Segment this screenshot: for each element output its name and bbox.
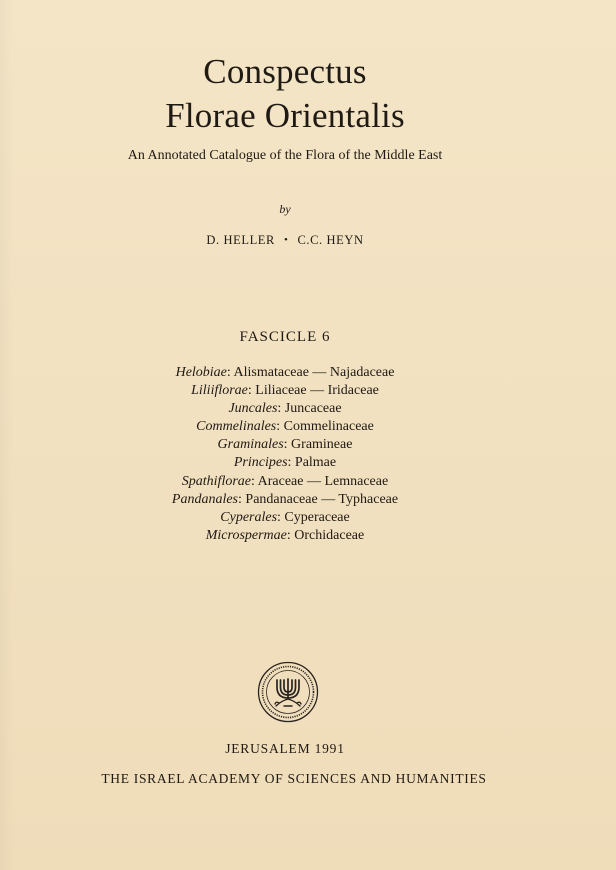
order-name: Principes [233,455,288,471]
place-and-year: JERUSALEM 1991 [225,741,345,756]
contents-row [0,473,570,491]
fascicle-number: FASCICLE 6 [239,329,331,345]
contents-row [0,418,570,436]
contents-row [0,454,570,472]
contents-list [0,364,570,545]
contents-row [0,364,570,382]
subtitle: An Annotated Catalogue of the Flora of the Middle East [127,148,443,163]
title-line-2: Florae Orientalis [165,96,405,135]
family-names: : Juncaceae [277,401,342,417]
order-name: Liliiflorae [191,383,248,399]
order-name: Helobiae [175,365,227,380]
author-2: C.C. HEYN [297,233,364,247]
order-name: Commelinales [196,419,277,435]
family-names: : Orchidaceae [286,527,365,543]
contents-row [0,509,570,527]
order-name: Pandanales [171,491,239,507]
contents-row [0,382,570,400]
family-names: : Cyperaceae [277,509,350,525]
family-names: : Alismataceae — Najadaceae [226,365,395,380]
order-name: Spathiflorae [181,473,252,489]
order-name: Juncales [228,401,278,417]
order-name: Graminales [217,437,284,453]
contents-row [0,491,570,509]
author-1: D. HELLER [206,233,275,247]
contents-row [0,527,570,545]
authors [0,233,570,248]
family-names: : Pandanaceae — Typhaceae [238,491,399,507]
title-line-1: Conspectus [203,52,367,91]
order-name: Microspermae [205,527,287,543]
family-names: : Araceae — Lemnaceae [251,473,389,489]
family-names: : Gramineae [283,437,353,453]
publisher-name: THE ISRAEL ACADEMY OF SCIENCES AND HUMANITIES [101,771,487,786]
family-names: : Liliaceae — Iridaceae [247,383,379,399]
family-names: : Palmae [287,455,337,471]
by-line: by [279,202,291,216]
family-names: : Commelinaceae [276,419,374,435]
academy-menorah-seal-icon [257,661,319,723]
order-name: Cyperales [220,509,278,525]
contents-row [0,436,570,454]
contents-row [0,400,570,418]
author-separator: • [283,234,289,246]
